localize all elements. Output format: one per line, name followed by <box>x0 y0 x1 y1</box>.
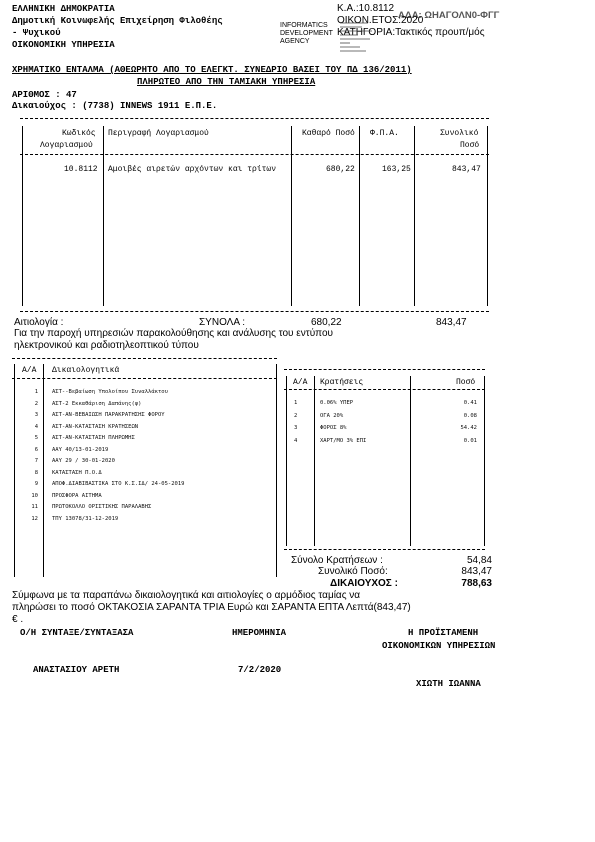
doc-row-text: ΑΣΤ--Βεβαίωση Υπολοίπου Συναλλάκτου <box>52 389 168 395</box>
deductions-header-name: Κρατήσεις <box>320 378 364 387</box>
doc-row-number: 6 <box>34 446 38 453</box>
sum-total: 843,47 <box>436 317 467 328</box>
deduction-number: 3 <box>294 425 298 431</box>
deduction-amount: 0.08 <box>463 412 477 419</box>
doc-row-number: 1 <box>34 389 38 395</box>
stamp-fine-print-icon <box>338 20 378 56</box>
deduction-amount: 0.41 <box>463 400 477 406</box>
docs-header-aa: Α/Α <box>22 366 37 375</box>
head-name: ΧΙΩΤΗ ΙΩΑΝΝΑ <box>416 679 481 689</box>
head-label-2: ΟΙΚΟΝΟΜΙΚΩΝ ΥΠΗΡΕΣΙΩΝ <box>382 641 496 651</box>
doc-row-text: ΑΣΤ-ΑΝ-ΚΑΤΑΣΤΑΣΗ ΚΡΑΤΗΣΕΩΝ <box>52 423 139 430</box>
doc-row-text: ΠΡΩΤΟΚΟΛΛΟ ΟΡΙΣΤΙΚΗΣ ΠΑΡΑΛΑΒΗΣ <box>52 504 152 510</box>
deduction-amount: 54.42 <box>460 425 477 431</box>
row-net: 680,22 <box>326 165 355 174</box>
doc-row-number: 10 <box>31 492 38 499</box>
justification-label: Αιτιολογία : <box>14 317 64 328</box>
mandate-title: ΧΡΗΜΑΤΙΚΟ ΕΝΤΑΛΜΑ (ΑΘΕΩΡΗΤΟ ΑΠΟ ΤΟ ΕΛΕΓΚΤ. ΣΥΝΕΔΡΙΟ ΒΑΣΕΙ ΤΟΥ ΠΔ 136/2011) <box>12 65 412 75</box>
beneficiary: Δικαιούχος : (7738) INNEWS 1911 Ε.Π.Ε. <box>12 101 218 111</box>
header-total: Συνολικό <box>440 129 479 138</box>
beneficiary-amount-value: 788,63 <box>461 578 492 589</box>
deductions-header-amount: Ποσό <box>456 378 476 387</box>
date-label: ΗΜΕΡΟΜΗΝΙΑ <box>232 628 287 638</box>
ada-code: ΑΔΑ: ΩΗΑΓΟΛΝ0-ΦΓΓ <box>398 10 500 21</box>
deduction-amount: 0.01 <box>463 437 477 444</box>
doc-row-number: 3 <box>34 412 38 418</box>
docs-header-title: Δικαιολογητικά <box>52 366 120 375</box>
total-deductions-label: Σύνολο Κρατήσεων : <box>291 555 383 566</box>
authorization-text-2: πληρώσει το ποσό ΟΚΤΑΚΟΣΙΑ ΣΑΡΑΝΤΑ ΤΡΙΑ Ευρώ και ΣΑΡΑΝΤΑ ΕΠΤΑ Λεπτά(843,47) <box>12 602 411 613</box>
doc-row-text: ΑΑΥ 40/13-01-2019 <box>52 446 109 453</box>
doc-row-text: ΑΣΤ-ΑΝ-ΚΑΤΑΣΤΑΣΗ ΠΛΗΡΩΜΗΣ <box>52 435 135 441</box>
total-amount-label: Συνολικό Ποσό: <box>318 566 388 577</box>
organization-name: Δημοτική Κοινωφελής Επιχείρηση Φιλοθέης <box>12 16 223 26</box>
composer-name: ΑΝΑΣΤΑΣΙΟΥ ΑΡΕΤΗ <box>33 665 120 675</box>
justification-text: Για την παροχή υπηρεσιών παρακολούθησης και ανάλυσης του εντύπου <box>14 328 333 339</box>
doc-row-text: ΑΣΤ-2 Εκκαθάριση Δαπάνης(ψ) <box>52 400 142 407</box>
row-vat: 163,25 <box>382 165 411 174</box>
deductions-header-aa: Α/Α <box>293 378 308 387</box>
doc-row-number: 8 <box>34 469 38 476</box>
doc-row-number: 12 <box>31 515 38 522</box>
header-vat: Φ.Π.Α. <box>370 129 399 138</box>
stamp-line-1: INFORMATICS <box>280 22 328 29</box>
doc-row-number: 4 <box>34 423 38 430</box>
stamp-line-3: AGENCY <box>280 38 310 45</box>
row-description: Αμοιβές αιρετών αρχόντων και τρίτων <box>108 165 277 174</box>
header-total-2: Ποσό <box>460 141 480 150</box>
stamp-line-2: DEVELOPMENT <box>280 30 333 37</box>
justification-text-2: ηλεκτρονικού και ραδιοτηλεοπτικού τύπου <box>14 340 199 351</box>
deduction-name: ΧΑΡΤ/ΜΟ 3% ΕΠΙ <box>320 437 367 444</box>
deduction-name: ΦΟΡΟΣ 8% <box>320 425 347 431</box>
composer-label: Ο/Η ΣΥΝΤΑΞΕ/ΣΥΝΤΑΞΑΣΑ <box>20 628 134 638</box>
row-total: 843,47 <box>452 165 481 174</box>
authorization-text-3: € . <box>12 614 24 625</box>
total-deductions-value: 54,84 <box>466 555 492 566</box>
total-amount-value: 843,47 <box>461 566 492 577</box>
header-net-amount: Καθαρό Ποσό <box>302 129 355 138</box>
fiscal-year: ΟΙΚΟΝ.ΕΤΟΣ:2020 <box>337 15 424 26</box>
budget-category: ΚΑΤΗΓΟΡΙΑ:Τακτικός προυπ/μός <box>337 27 485 38</box>
sums-label: ΣΥΝΟΛΑ : <box>199 317 246 328</box>
beneficiary-amount-label: ΔΙΚΑΙΟΥΧΟΣ : <box>330 578 398 589</box>
mandate-subtitle: ΠΛΗΡΩΤΕΟ ΑΠΟ ΤΗΝ ΤΑΜΙΑΚΗ ΥΠΗΡΕΣΙΑ <box>137 77 316 87</box>
doc-row-number: 5 <box>34 435 38 441</box>
department-name: ΟΙΚΟΝΟΜΙΚΗ ΥΠΗΡΕΣΙΑ <box>12 40 115 50</box>
doc-row-text: ΑΑΥ 29 / 30-01-2020 <box>52 458 115 464</box>
deduction-name: ΟΓΑ 20% <box>320 412 344 419</box>
deduction-name: 0.06% ΥΠΕΡ <box>320 400 354 406</box>
deduction-number: 2 <box>294 412 298 419</box>
doc-row-number: 9 <box>34 481 38 487</box>
header-code-2: Λογαριασμού <box>40 141 93 150</box>
doc-row-number: 2 <box>34 400 38 407</box>
mandate-number: ΑΡΙΘΜΟΣ : 47 <box>12 90 77 100</box>
account-code: Κ.Α.:10.8112 <box>337 3 395 14</box>
date-value: 7/2/2020 <box>238 665 282 675</box>
doc-row-number: 11 <box>31 504 38 510</box>
republic-title: ΕΛΛΗΝΙΚΗ ΔΗΜΟΚΡΑΤΙΑ <box>12 4 115 14</box>
doc-row-text: ΑΠΟΦ.ΔΙΑΒΙΒΑΣΤΙΚΑ ΣΤΟ Κ.Σ.ΙΔ/ 24-05-2019 <box>52 481 185 487</box>
head-label: Η ΠΡΟΪΣΤΑΜΕΝΗ <box>408 628 479 638</box>
row-code: 10.8112 <box>64 165 98 174</box>
deduction-number: 4 <box>294 437 298 444</box>
doc-row-text: ΠΡΟΣΦΟΡΑ ΑΙΤΗΜΑ <box>52 492 102 499</box>
header-description: Περιγραφή Λογαριασμού <box>108 129 209 138</box>
doc-row-text: ΚΑΤΑΣΤΑΣΗ Π.Ο.Δ <box>52 469 102 476</box>
doc-row-text: ΑΣΤ-ΑΝ-ΒΕΒΑΙΩΣΗ ΠΑΡΑΚΡΑΤΗΣΗΣ ΦΟΡΟΥ <box>52 412 165 418</box>
doc-row-text: ΤΠΥ 13078/31-12-2019 <box>52 515 119 522</box>
organization-name-cont: - Ψυχικού <box>12 28 61 38</box>
authorization-text: Σύμφωνα με τα παραπάνω δικαιολογητικά και αιτιολογίες ο αρμόδιος ταμίας να <box>12 590 361 601</box>
header-code: Κωδικός <box>62 129 96 138</box>
deduction-number: 1 <box>294 400 298 406</box>
sum-net: 680,22 <box>311 317 342 328</box>
doc-row-number: 7 <box>34 458 38 464</box>
